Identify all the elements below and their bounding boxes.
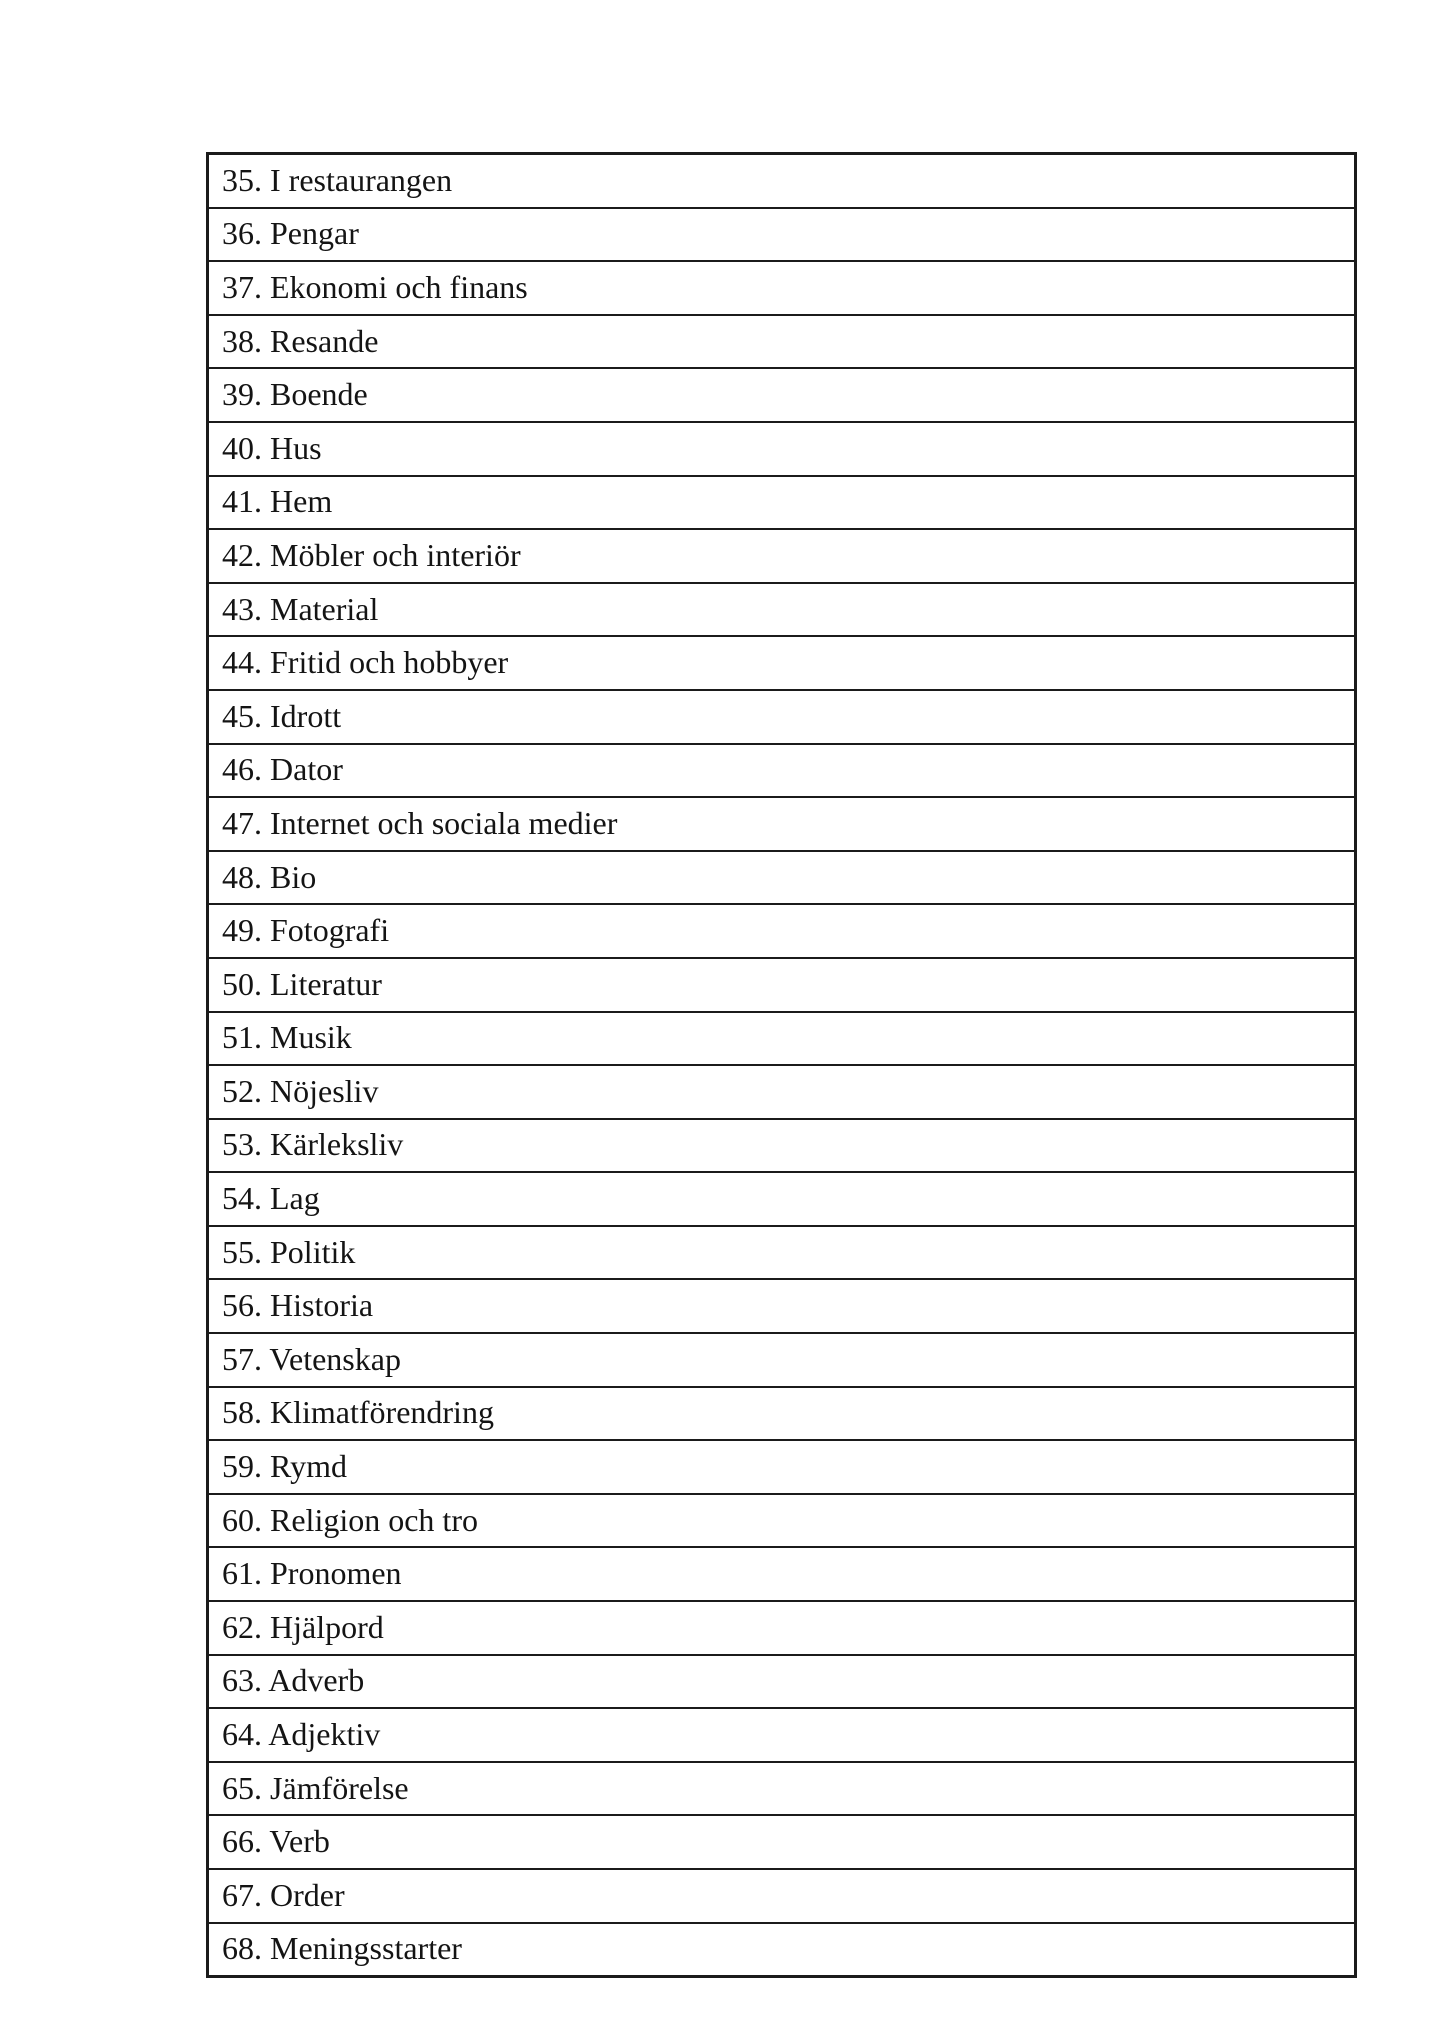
table-row: [208, 636, 1356, 690]
table-row: [208, 1601, 1356, 1655]
toc-entry: 40. Hus: [208, 422, 1356, 476]
table-row: [208, 422, 1356, 476]
toc-entry: 65. Jämförelse: [208, 1762, 1356, 1816]
table-row: [208, 1333, 1356, 1387]
toc-entry: 60. Religion och tro: [208, 1494, 1356, 1548]
toc-entry: 42. Möbler och interiör: [208, 529, 1356, 583]
table-row: [208, 851, 1356, 905]
table-row: [208, 1869, 1356, 1923]
table-row: [208, 1119, 1356, 1173]
table-row: [208, 1226, 1356, 1280]
table-row: [208, 529, 1356, 583]
table-row: [208, 261, 1356, 315]
table-row: [208, 1923, 1356, 1977]
toc-entry: 51. Musik: [208, 1012, 1356, 1066]
toc-entry: 61. Pronomen: [208, 1547, 1356, 1601]
table-row: [208, 1815, 1356, 1869]
table-row: [208, 1762, 1356, 1816]
table-row: [208, 958, 1356, 1012]
toc-entry: 45. Idrott: [208, 690, 1356, 744]
toc-entry: 64. Adjektiv: [208, 1708, 1356, 1762]
toc-entry: 53. Kärleksliv: [208, 1119, 1356, 1173]
toc-entry: 37. Ekonomi och finans: [208, 261, 1356, 315]
toc-entry: 54. Lag: [208, 1172, 1356, 1226]
table-row: [208, 690, 1356, 744]
toc-entry: 49. Fotografi: [208, 904, 1356, 958]
table-row: [208, 744, 1356, 798]
table-row: [208, 1172, 1356, 1226]
table-row: [208, 368, 1356, 422]
toc-entry: 35. I restaurangen: [208, 154, 1356, 208]
table-row: [208, 1440, 1356, 1494]
topics-table: [206, 152, 1357, 1978]
table-row: [208, 797, 1356, 851]
toc-entry: 47. Internet och sociala medier: [208, 797, 1356, 851]
toc-entry: 44. Fritid och hobbyer: [208, 636, 1356, 690]
table-row: [208, 1708, 1356, 1762]
table-row: [208, 208, 1356, 262]
toc-entry: 59. Rymd: [208, 1440, 1356, 1494]
table-row: [208, 904, 1356, 958]
toc-entry: 50. Literatur: [208, 958, 1356, 1012]
toc-entry: 67. Order: [208, 1869, 1356, 1923]
toc-entry: 48. Bio: [208, 851, 1356, 905]
toc-entry: 43. Material: [208, 583, 1356, 637]
toc-entry: 46. Dator: [208, 744, 1356, 798]
table-row: [208, 1387, 1356, 1441]
toc-entry: 63. Adverb: [208, 1655, 1356, 1709]
toc-entry: 55. Politik: [208, 1226, 1356, 1280]
toc-entry: 38. Resande: [208, 315, 1356, 369]
toc-entry: 56. Historia: [208, 1279, 1356, 1333]
table-row: [208, 1494, 1356, 1548]
toc-entry: 41. Hem: [208, 476, 1356, 530]
toc-entry: 52. Nöjesliv: [208, 1065, 1356, 1119]
table-row: [208, 1655, 1356, 1709]
table-row: [208, 1547, 1356, 1601]
table-row: [208, 315, 1356, 369]
toc-entry: 66. Verb: [208, 1815, 1356, 1869]
toc-entry: 62. Hjälpord: [208, 1601, 1356, 1655]
toc-entry: 39. Boende: [208, 368, 1356, 422]
table-row: [208, 154, 1356, 208]
toc-entry: 57. Vetenskap: [208, 1333, 1356, 1387]
toc-entry: 36. Pengar: [208, 208, 1356, 262]
table-row: [208, 1065, 1356, 1119]
table-row: [208, 476, 1356, 530]
table-row: [208, 1012, 1356, 1066]
toc-entry: 58. Klimatförendring: [208, 1387, 1356, 1441]
table-row: [208, 583, 1356, 637]
table-row: [208, 1279, 1356, 1333]
toc-entry: 68. Meningsstarter: [208, 1923, 1356, 1977]
